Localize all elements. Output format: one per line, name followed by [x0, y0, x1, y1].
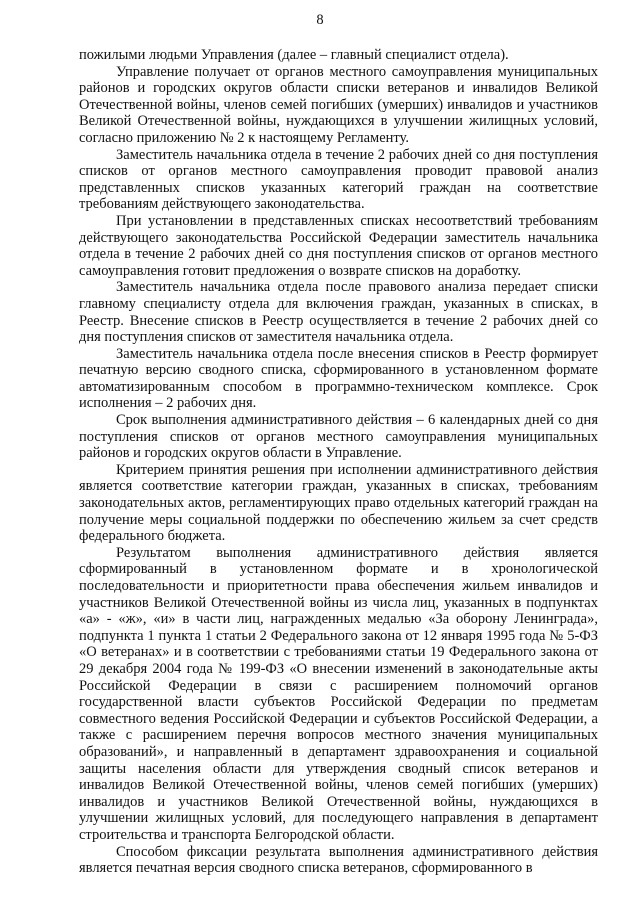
paragraph-continuation: пожилыми людьми Управления (далее – главный специалист отдела).	[79, 47, 509, 63]
document-body	[79, 47, 598, 877]
paragraph: При установлении в представленных списках несоответствий требованиям действующего законодательства Российской Федерации заместитель начальника отдела в течение 2 рабочих дней со дня поступления списков от органов местного самоуправления готовит предложения о возврате списков на доработку.	[79, 212, 598, 279]
paragraph: Заместитель начальника отдела в течение 2 рабочих дней со дня поступления списков от органов местного самоуправления проводит правовой анализ представленных списков указанных категорий граждан на соответствие требованиям действующего законодательства.	[79, 146, 598, 213]
paragraph: Способом фиксации результата выполнения административного действия является печатная версия сводного списка ветеранов, сформированного в	[79, 843, 598, 877]
page-number: 8	[316, 12, 324, 28]
paragraph: Срок выполнения административного действия – 6 календарных дней со дня поступления списков от органов местного самоуправления муниципальных районов и городских округов области в Управление.	[79, 412, 598, 462]
paragraph: Заместитель начальника отдела после внесения списков в Реестр формирует печатную версию сводного списка, сформированного в установленном формате автоматизированным способом в программно-техническом комплексе. Срок исполнения – 2 рабочих дня.	[79, 345, 598, 412]
paragraph: Критерием принятия решения при исполнении административного действия является соответствие категории граждан, указанных в списках, требованиям законодательных актов, регламентирующих право отдельных категорий граждан на получение меры социальной поддержки по обеспечению жильем за счет средств федерального бюджета.	[79, 461, 598, 545]
paragraph: Результатом выполнения административного действия является сформированный в установленном формате и в хронологической последовательности и приоритетности права обеспечения жильем инвалидов и участников Великой Отечественной войны из числа лиц, указанных в подпунктах «а» - «ж», «и» в части лиц, награжденных медалью «За оборону Ленинграда», подпункта 1 пункта 1 статьи 2 Федерального закона от 12 января 1995 года № 5-ФЗ «О ветеранах» и в соответствии с требованиями статьи 19 Федерального закона от 29 декабря 2004 года № 199-ФЗ «О внесении изменений в законодательные акты Российской Федерации в связи с расширением полномочий органов государственной власти субъектов Российской Федерации по предметам совместного ведения Российской Федерации и субъектов Российской Федерации, а также с расширением перечня вопросов местного значения муниципальных образований», и направленный в департамент здравоохранения и социальной защиты населения области для утверждения сводный список ветеранов и инвалидов Великой Отечественной войны, членов семей погибших (умерших) инвалидов и участников Великой Отечественной войны, нуждающихся в улучшении жилищных условий, для последующего направления в департамент строительства и транспорта Белгородской области.	[79, 544, 598, 843]
paragraph: Управление получает от органов местного самоуправления муниципальных районов и городских округов области списки ветеранов и инвалидов Великой Отечественной войны, членов семей погибших (умерших) инвалидов и участников Великой Отечественной войны, нуждающихся в улучшении жилищных условий, согласно приложению № 2 к настоящему Регламенту.	[79, 63, 598, 146]
paragraph: Заместитель начальника отдела после правового анализа передает списки главному специалисту отдела для включения граждан, указанных в списках, в Реестр. Внесение списков в Реестр осуществляется в течение 2 рабочих дней со дня поступления списков от заместителя начальника отдела.	[79, 279, 598, 346]
